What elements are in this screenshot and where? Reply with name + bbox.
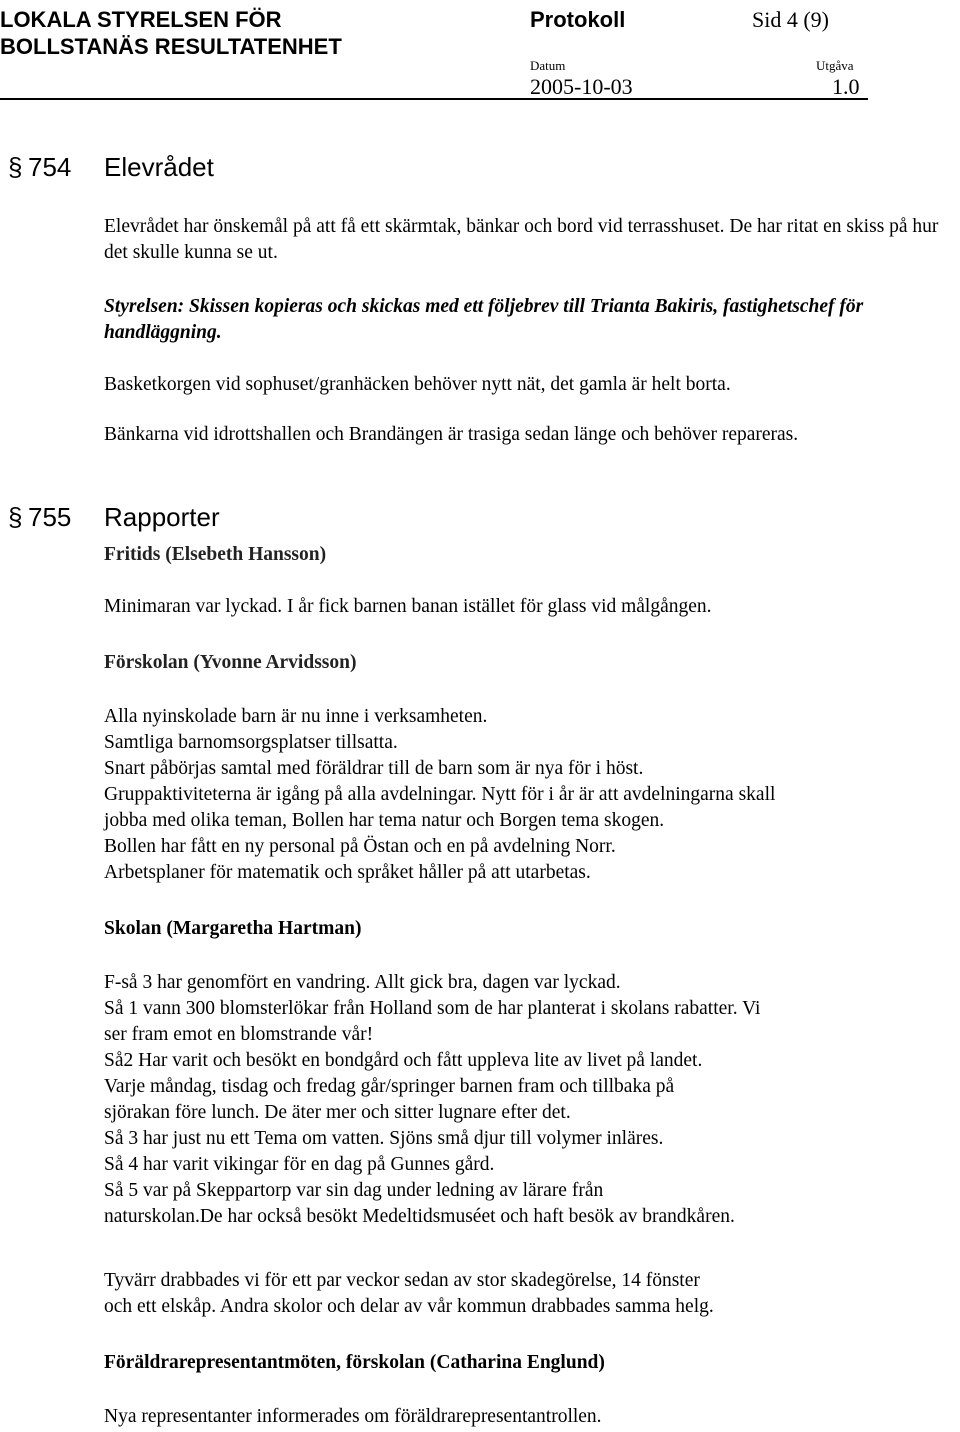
subsection-fritids-line: Minimaran var lyckad. I år fick barnen banan istället för glass vid målgången. [104, 596, 712, 617]
document-type: Protokoll [530, 7, 626, 32]
section-754-title: Elevrådet [104, 152, 214, 182]
section-754-paragraph-1: Elevrådet har önskemål på att få ett skärmtak, bänkar och bord vid terrasshuset. De har ritat en skiss på hur det skulle kunna se ut. [104, 216, 939, 263]
date-label: Datum [530, 58, 566, 73]
list-item: sjörakan före lunch. De äter mer och sitter lugnare efter det. [104, 1102, 571, 1123]
list-item: Så2 Har varit och besökt en bondgård och fått uppleva lite av livet på landet. [104, 1050, 703, 1071]
section-754-paragraph-4: Bänkarna vid idrottshallen och Brandängen är trasiga sedan länge och behöver repareras. [104, 424, 799, 445]
section-754-number: 754 [28, 152, 72, 182]
subsection-fritids-heading: Fritids (Elsebeth Hansson) [104, 544, 327, 565]
list-item: Snart påbörjas samtal med föräldrar till de barn som är nya för i höst. [104, 758, 644, 779]
document-header [0, 0, 960, 100]
subsection-skolan-heading: Skolan (Margaretha Hartman) [104, 918, 362, 939]
section-755-title: Rapporter [104, 502, 220, 532]
subsection-parent-meetings-line: Nya representanter informerades om föräldrarepresentantrollen. [104, 1406, 602, 1427]
list-item: Arbetsplaner för matematik och språket håller på att utarbetas. [104, 862, 591, 883]
section-754-sign: § [8, 152, 23, 182]
subsection-skolan-body [104, 970, 956, 1230]
section-754-paragraph-3: Basketkorgen vid sophuset/granhäcken behöver nytt nät, det gamla är helt borta. [104, 374, 731, 395]
list-item: ser fram emot en blomstrande vår! [104, 1024, 374, 1045]
section-755-number: 755 [28, 502, 72, 532]
list-item: Så 1 vann 300 blomsterlökar från Holland som de har planterat i skolans rabatter. Vi [104, 998, 761, 1019]
list-item: Samtliga barnomsorgsplatser tillsatta. [104, 732, 398, 753]
list-item: Alla nyinskolade barn är nu inne i verksamheten. [104, 706, 488, 727]
header-divider [0, 98, 868, 100]
list-item: Så 3 har just nu ett Tema om vatten. Sjöns små djur till volymer inläres. [104, 1128, 664, 1149]
list-item: naturskolan.De har också besökt Medeltidsmuséet och haft besök av brandkåren. [104, 1206, 735, 1227]
list-item: Varje måndag, tisdag och fredag går/springer barnen fram och tillbaka på [104, 1076, 675, 1097]
version-label: Utgåva [816, 58, 854, 73]
organization-name-line2: BOLLSTANÄS RESULTATENHET [0, 34, 342, 59]
list-item: F-så 3 har genomfört en vandring. Allt gick bra, dagen var lyckad. [104, 972, 621, 993]
list-item: Så 5 var på Skeppartorp var sin dag under ledning av lärare från [104, 1180, 604, 1201]
organization-name [0, 6, 342, 60]
date-value: 2005-10-03 [530, 74, 633, 99]
list-item: Bollen har fått en ny personal på Östan och en på avdelning Norr. [104, 836, 616, 857]
subsection-skolan-vandalism-note: Tyvärr drabbades vi för ett par veckor sedan av stor skadegörelse, 14 fönster och ett elskåp. Andra skolor och delar av vår kommun drabbades samma helg. [104, 1270, 714, 1317]
section-755-sign: § [8, 502, 23, 532]
version-value: 1.0 [832, 74, 860, 99]
subsection-forskolan-body [104, 704, 956, 886]
subsection-parent-meetings-heading: Föräldrarepresentantmöten, förskolan (Catharina Englund) [104, 1352, 605, 1373]
list-item: jobba med olika teman, Bollen har tema natur och Borgen tema skogen. [104, 810, 665, 831]
list-item: Gruppaktiviteterna är igång på alla avdelningar. Nytt för i år är att avdelningarna skall [104, 784, 776, 805]
page-number: Sid 4 (9) [752, 7, 829, 32]
organization-name-line1: LOKALA STYRELSEN FÖR [0, 7, 282, 32]
list-item: Så 4 har varit vikingar för en dag på Gunnes gård. [104, 1154, 495, 1175]
section-754-board-decision: Styrelsen: Skissen kopieras och skickas med ett följebrev till Trianta Bakiris, fastighetschef för handläggning. [104, 296, 864, 343]
subsection-forskolan-heading: Förskolan (Yvonne Arvidsson) [104, 652, 357, 673]
